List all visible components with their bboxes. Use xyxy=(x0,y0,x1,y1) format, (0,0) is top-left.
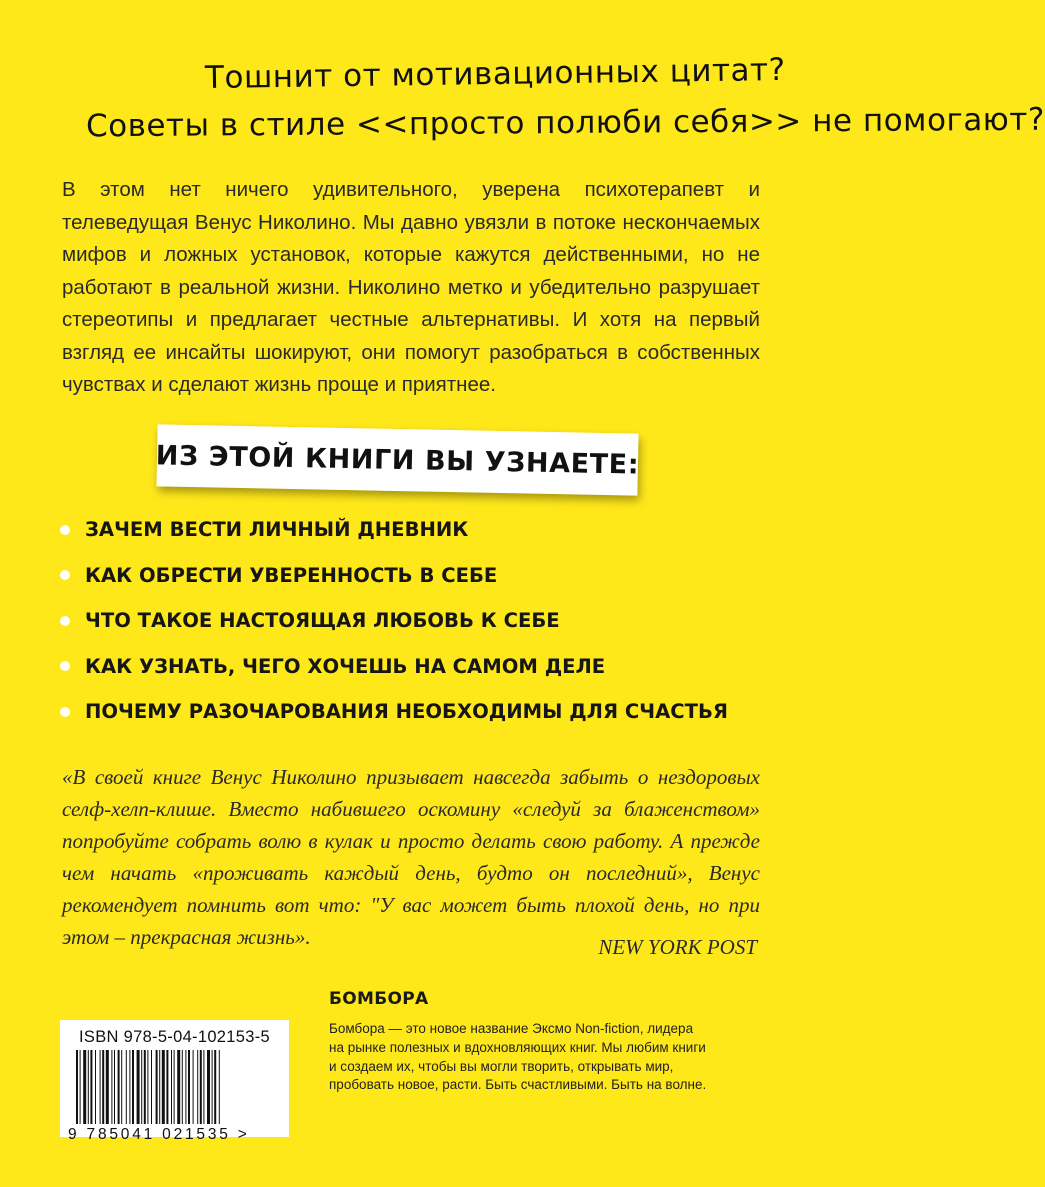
headline-line-1: Тошнит от мотивационных цитат? xyxy=(204,51,786,97)
bullet-dot-icon xyxy=(60,525,70,535)
barcode-digits: 9 785041 021535 > xyxy=(68,1126,250,1143)
bullet-list xyxy=(60,507,728,735)
list-item-text: КАК ОБРЕСТИ УВЕРЕННОСТЬ В СЕБЕ xyxy=(85,563,498,587)
list-item xyxy=(60,689,728,735)
list-item xyxy=(60,598,728,644)
list-item-text: ЗАЧЕМ ВЕСТИ ЛИЧНЫЙ ДНЕВНИК xyxy=(85,518,469,542)
headline-line-2: Советы в стиле <<просто полюби себя>> не помогают? xyxy=(85,101,1045,145)
section-banner xyxy=(156,424,638,495)
list-item xyxy=(60,553,728,599)
list-item xyxy=(60,507,728,553)
list-item-text: КАК УЗНАТЬ, ЧЕГО ХОЧЕШЬ НА САМОМ ДЕЛЕ xyxy=(85,654,606,678)
barcode xyxy=(60,1020,289,1143)
list-item xyxy=(60,644,728,690)
intro-paragraph: В этом нет ничего удивительного, уверена психотерапевт и телеведущая Венус Николино. Мы давно увязли в потоке нескончаемых мифов и ложных установок, которые кажутся действенными, но не работают в реальной жизни. Николино метко и убедительно разрушает стереотипы и предлагает честные альтернативы. И хотя на первый взгляд ее инсайты шокируют, они помогут разобраться в собственных чувствах и сделают жизнь проще и приятнее. xyxy=(62,178,760,396)
publisher-description: Бомбора — это новое название Эксмо Non-fiction, лидера на рынке полезных и вдохновляющих книг. Мы любим книги и создаем их, чтобы вы могли творить, открывать мир, пробовать новое, расти. Быть счастливыми. Быть на волне. xyxy=(329,1021,707,1093)
bullet-dot-icon xyxy=(60,616,70,626)
barcode-bars-icon xyxy=(76,1050,274,1124)
banner-text: ИЗ ЭТОЙ КНИГИ ВЫ УЗНАЕТЕ: xyxy=(155,439,640,481)
quote-source: NEW YORK POST xyxy=(598,935,757,959)
list-item-text: ПОЧЕМУ РАЗОЧАРОВАНИЯ НЕОБХОДИМЫ ДЛЯ СЧАСТЬЯ xyxy=(85,700,729,724)
bullet-dot-icon xyxy=(60,707,70,717)
publisher-logo: БОМБОРА xyxy=(329,989,429,1009)
bullet-dot-icon xyxy=(60,661,70,671)
list-item-text: ЧТО ТАКОЕ НАСТОЯЩАЯ ЛЮБОВЬ К СЕБЕ xyxy=(85,609,560,633)
review-quote: «В своей книге Венус Николино призывает навсегда забыть о нездоровых селф-хелп-клише. Вместо набившего оскомину «следуй за блаженством» попробуйте собрать волю в кулак и просто делать свою работу. А прежде чем начать «проживать каждый день, будто он последний», Венус рекомендует помнить вот что: "У вас может быть плохой день, но при этом – прекрасная жизнь». xyxy=(62,765,760,949)
isbn-label: ISBN 978-5-04-102153-5 xyxy=(79,1028,270,1046)
bullet-dot-icon xyxy=(60,570,70,580)
